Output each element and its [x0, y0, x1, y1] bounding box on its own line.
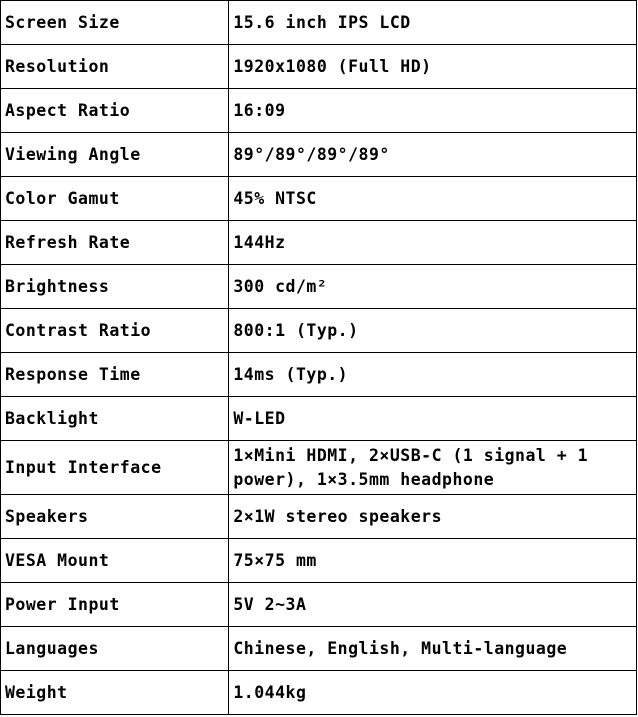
spec-value: 1×Mini HDMI, 2×USB-C (1 signal + 1 power), 1×3.5mm headphone — [229, 441, 637, 495]
spec-label: Color Gamut — [1, 177, 229, 221]
spec-row-aspect-ratio — [1, 89, 637, 133]
spec-row-refresh-rate — [1, 221, 637, 265]
spec-label: Speakers — [1, 495, 229, 539]
spec-value: 16:09 — [229, 89, 637, 133]
spec-value: 300 cd/m² — [229, 265, 637, 309]
spec-value: 5V 2~3A — [229, 583, 637, 627]
spec-value: 15.6 inch IPS LCD — [229, 1, 637, 45]
spec-label: Screen Size — [1, 1, 229, 45]
spec-row-brightness — [1, 265, 637, 309]
spec-row-color-gamut — [1, 177, 637, 221]
spec-label: Viewing Angle — [1, 133, 229, 177]
spec-row-speakers — [1, 495, 637, 539]
spec-label: Input Interface — [1, 441, 229, 495]
spec-label: Response Time — [1, 353, 229, 397]
spec-value: 1920x1080 (Full HD) — [229, 45, 637, 89]
spec-row-backlight — [1, 397, 637, 441]
spec-value: 800:1 (Typ.) — [229, 309, 637, 353]
spec-label: Brightness — [1, 265, 229, 309]
spec-label: Power Input — [1, 583, 229, 627]
spec-label: VESA Mount — [1, 539, 229, 583]
spec-row-response-time — [1, 353, 637, 397]
spec-value: 2×1W stereo speakers — [229, 495, 637, 539]
spec-row-resolution — [1, 45, 637, 89]
spec-value: 45% NTSC — [229, 177, 637, 221]
spec-row-input-interface — [1, 441, 637, 495]
spec-label: Aspect Ratio — [1, 89, 229, 133]
spec-row-contrast-ratio — [1, 309, 637, 353]
spec-row-viewing-angle — [1, 133, 637, 177]
spec-label: Backlight — [1, 397, 229, 441]
spec-label: Languages — [1, 627, 229, 671]
spec-value: 89°/89°/89°/89° — [229, 133, 637, 177]
spec-label: Resolution — [1, 45, 229, 89]
spec-value: 1.044kg — [229, 671, 637, 715]
spec-value: 144Hz — [229, 221, 637, 265]
spec-label: Refresh Rate — [1, 221, 229, 265]
spec-label: Contrast Ratio — [1, 309, 229, 353]
spec-row-vesa-mount — [1, 539, 637, 583]
spec-value: 75×75 mm — [229, 539, 637, 583]
spec-value: W-LED — [229, 397, 637, 441]
spec-value: 14ms (Typ.) — [229, 353, 637, 397]
spec-row-screen-size — [1, 1, 637, 45]
spec-row-languages — [1, 627, 637, 671]
spec-value: Chinese, English, Multi-language — [229, 627, 637, 671]
spec-row-weight — [1, 671, 637, 715]
spec-row-power-input — [1, 583, 637, 627]
spec-label: Weight — [1, 671, 229, 715]
